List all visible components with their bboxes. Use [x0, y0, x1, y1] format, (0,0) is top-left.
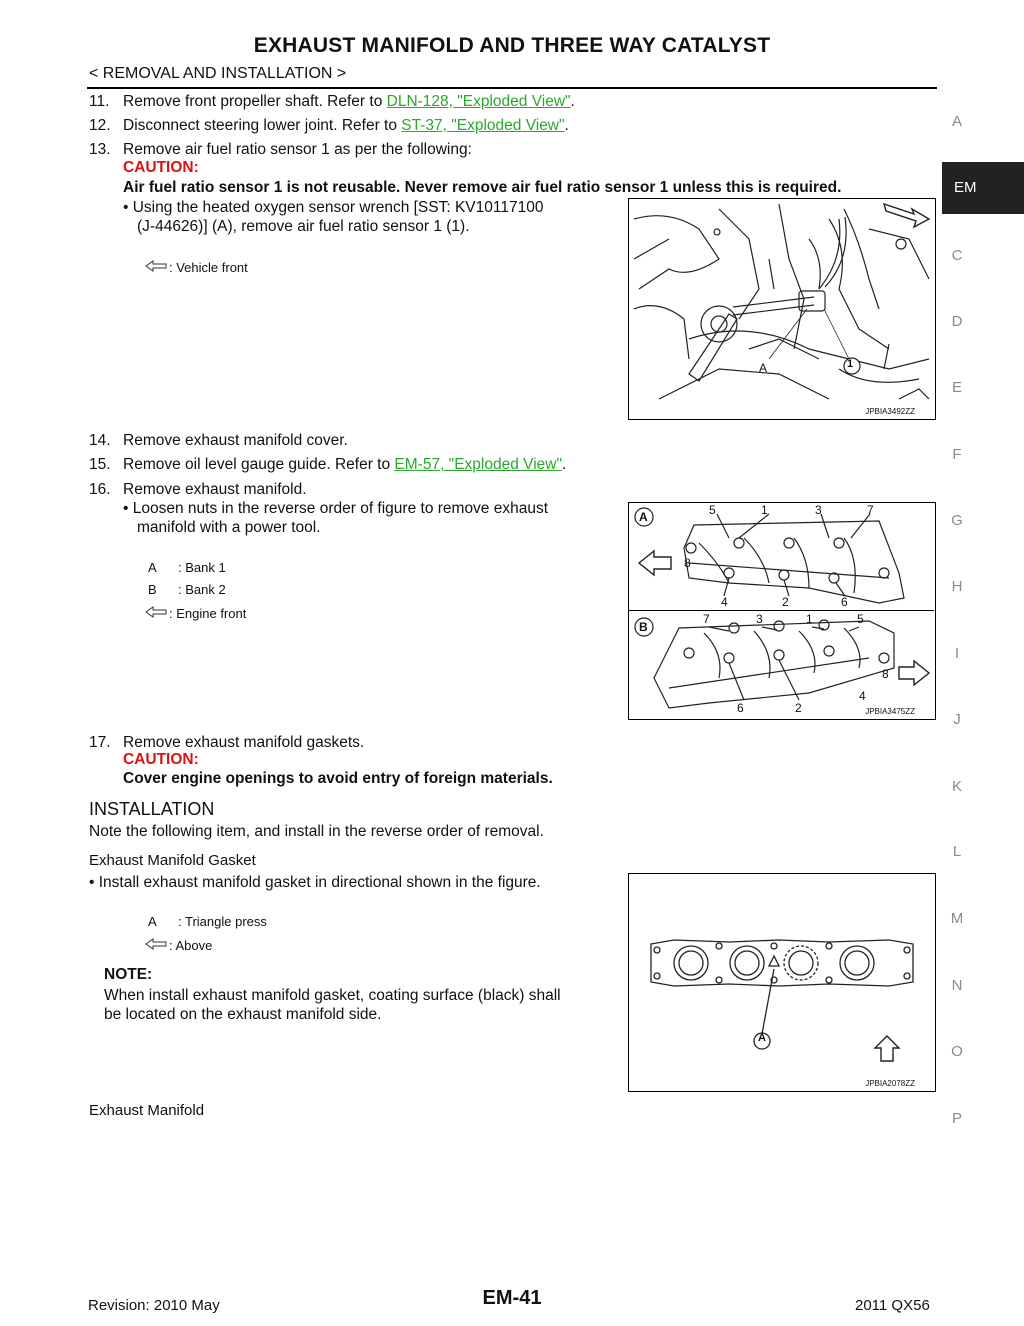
step-text: Remove oil level gauge guide. Refer to	[123, 456, 395, 473]
bolt-label: 7	[703, 612, 710, 626]
bullet-text-cont: (J-44626)] (A), remove air fuel ratio sensor 1 (1).	[137, 218, 470, 235]
step-text: Remove air fuel ratio sensor 1 as per the following:	[123, 141, 472, 158]
bolt-label: 2	[782, 595, 789, 609]
step-16	[89, 480, 307, 499]
bolt-label: 1	[806, 612, 813, 626]
caution-text: Cover engine openings to avoid entry of foreign materials.	[123, 770, 553, 787]
legend-bank-2: B : Bank 2	[148, 582, 226, 597]
ref-link-dln128[interactable]: DLN-128, "Exploded View"	[386, 93, 571, 110]
figure-id: JPBIA3492ZZ	[865, 407, 915, 416]
figure-sensor-removal	[628, 198, 936, 420]
bank-a-badge: A	[639, 510, 648, 524]
exhaust-manifold-heading: Exhaust Manifold	[89, 1102, 205, 1119]
callout-1: 1	[847, 358, 854, 370]
bolt-label: 6	[841, 595, 848, 609]
bolt-label: 5	[857, 612, 864, 626]
step-text: Remove front propeller shaft. Refer to	[123, 93, 387, 110]
bolt-label: 7	[867, 503, 874, 517]
step-13	[89, 140, 472, 159]
note-text-cont: be located on the exhaust manifold side.	[104, 1006, 382, 1023]
step-number: 11.	[89, 93, 110, 110]
side-index-em-active[interactable]: EM	[942, 162, 1024, 214]
engine-front-arrow-a	[639, 551, 671, 575]
step-number: 15.	[89, 456, 111, 473]
legend-above: : Above	[145, 938, 212, 953]
side-index-j[interactable]: J	[953, 711, 961, 728]
step-number: 16.	[89, 481, 111, 498]
page-number: EM-41	[482, 1287, 542, 1309]
caution-label: CAUTION:	[123, 751, 199, 768]
bolt-label: 3	[815, 503, 822, 517]
vehicle-front-arrow	[884, 204, 929, 227]
figure-gasket	[628, 873, 936, 1092]
step-text: Remove exhaust manifold.	[123, 481, 307, 498]
side-index-i[interactable]: I	[954, 645, 960, 662]
step-text: Disconnect steering lower joint. Refer to	[123, 117, 402, 134]
bullet-text: • Using the heated oxygen sensor wrench [SST: KV10117100	[123, 199, 544, 216]
step-text: Remove exhaust manifold cover.	[123, 432, 348, 449]
arrow-left-icon	[145, 938, 169, 953]
caution-label: CAUTION:	[123, 159, 199, 176]
legend-vehicle-front: : Vehicle front	[145, 260, 248, 275]
header-rule	[87, 87, 937, 89]
gasket-illustration	[629, 874, 934, 1090]
bullet-text: • Loosen nuts in the reverse order of figure to remove exhaust	[123, 500, 549, 517]
legend-engine-front: : Engine front	[145, 606, 246, 621]
side-index-g[interactable]: G	[951, 512, 963, 529]
bolt-label: 6	[737, 701, 744, 715]
side-index-c[interactable]: C	[951, 247, 963, 264]
side-index-a[interactable]: A	[951, 113, 962, 130]
bolt-label: 8	[882, 667, 889, 681]
side-index-p[interactable]: P	[951, 1110, 962, 1127]
gasket-heading: Exhaust Manifold Gasket	[89, 852, 256, 869]
callout-a: A	[759, 361, 768, 375]
gasket-bullet: • Install exhaust manifold gasket in directional shown in the figure.	[89, 874, 541, 891]
page-title: EXHAUST MANIFOLD AND THREE WAY CATALYST	[253, 34, 771, 57]
figure-id: JPBIA3475ZZ	[865, 707, 915, 716]
side-index-o[interactable]: O	[951, 1043, 963, 1060]
side-index-d[interactable]: D	[951, 313, 963, 330]
side-index-e[interactable]: E	[951, 379, 962, 396]
footer-model: 2011 QX56	[855, 1297, 930, 1314]
side-index-l[interactable]: L	[952, 843, 962, 860]
sensor-removal-illustration	[629, 199, 934, 418]
step-12: 12. Disconnect steering lower joint. Refer to ST-37, "Exploded View".	[89, 117, 569, 134]
side-index-n[interactable]: N	[951, 977, 963, 994]
step-15: 15. Remove oil level gauge guide. Refer to EM-57, "Exploded View".	[89, 456, 567, 473]
bolt-label: 2	[795, 701, 802, 715]
arrow-left-icon	[145, 606, 169, 621]
figure-manifold-bolt-order	[628, 502, 936, 720]
step-14	[89, 431, 348, 450]
bolt-label: 8	[684, 556, 691, 570]
footer-revision: Revision: 2010 May	[88, 1297, 220, 1314]
side-index-m[interactable]: M	[950, 910, 964, 927]
caution-text: Air fuel ratio sensor 1 is not reusable. Never remove air fuel ratio sensor 1 unless this is required.	[123, 179, 842, 196]
engine-front-arrow-b	[899, 661, 929, 685]
side-index-k[interactable]: K	[951, 778, 962, 795]
step-number: 14.	[89, 432, 111, 449]
bank-b-badge: B	[639, 620, 648, 634]
ref-link-st37[interactable]: ST-37, "Exploded View"	[401, 117, 565, 134]
step-17	[89, 733, 364, 752]
note-text: When install exhaust manifold gasket, coating surface (black) shall	[104, 987, 561, 1004]
legend-bank-1: A : Bank 1	[148, 560, 226, 575]
arrow-left-icon	[145, 260, 169, 275]
side-index-h[interactable]: H	[951, 578, 963, 595]
bullet-text-cont: manifold with a power tool.	[137, 519, 321, 536]
legend-triangle-press: A : Triangle press	[148, 914, 267, 929]
figure-id: JPBIA2078ZZ	[865, 1079, 915, 1088]
step-number: 13.	[89, 141, 111, 158]
side-index-f[interactable]: F	[952, 446, 962, 463]
note-label: NOTE:	[104, 966, 153, 983]
step-text: Remove exhaust manifold gaskets.	[123, 734, 365, 751]
above-arrow	[875, 1036, 899, 1061]
bolt-label: 4	[859, 689, 866, 703]
installation-note: Note the following item, and install in the reverse order of removal.	[89, 823, 544, 840]
bank-divider	[629, 610, 934, 611]
section-subtitle: < REMOVAL AND INSTALLATION >	[89, 65, 347, 82]
callout-a: A	[758, 1032, 766, 1044]
step-number: 17.	[89, 734, 111, 751]
step-11: 11. Remove front propeller shaft. Refer to DLN-128, "Exploded View".	[89, 93, 575, 110]
bolt-label: 5	[709, 503, 716, 517]
bolt-label: 3	[756, 612, 763, 626]
bolt-label: 4	[721, 595, 728, 609]
ref-link-em57[interactable]: EM-57, "Exploded View"	[394, 456, 562, 473]
installation-heading: INSTALLATION	[89, 799, 215, 819]
bolt-label: 1	[761, 503, 768, 517]
step-number: 12.	[89, 117, 111, 134]
